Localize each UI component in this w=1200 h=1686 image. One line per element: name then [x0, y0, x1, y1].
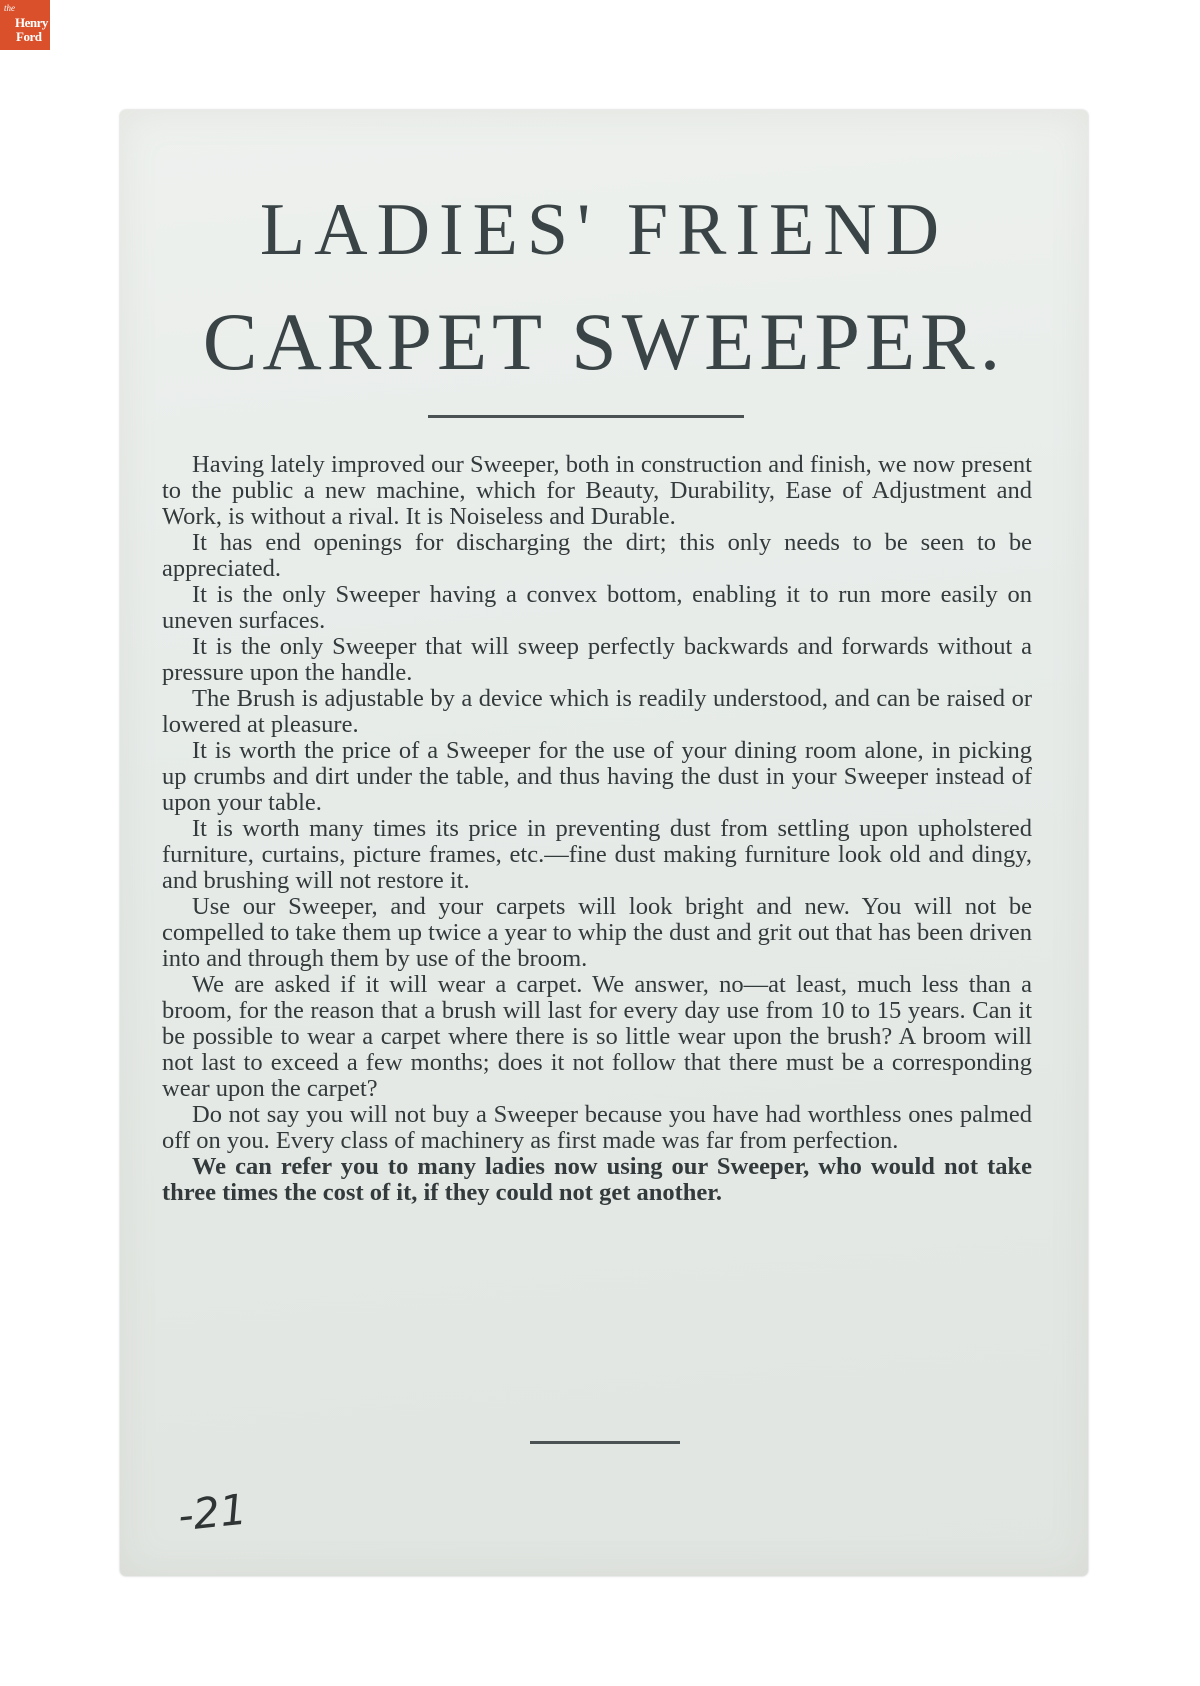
- logo-text-henry: Henry: [15, 15, 48, 30]
- advertisement-body: [162, 452, 1032, 1206]
- paragraph: It is worth many times its price in preventing dust from settling upon upholstered furniture, curtains, picture frames, etc.—fine dust making furniture look old and dingy, and brushing will not restore it.: [162, 815, 1032, 894]
- title-divider: [428, 415, 744, 418]
- paragraph: The Brush is adjustable by a device which is readily understood, and can be raised or lowered at pleasure.: [162, 685, 1032, 738]
- paragraph: Having lately improved our Sweeper, both in construction and finish, we now present to the public a new machine, which for Beauty, Durability, Ease of Adjustment and Work, is without a rival. It is Noiseless and Durable.: [162, 451, 1032, 530]
- card-title-line1: LADIES' FRIEND: [259, 189, 949, 271]
- paragraph: We can refer you to many ladies now using our Sweeper, who would not take three times the cost of it, if they could not get another.: [162, 1153, 1032, 1206]
- handwritten-note: -21: [175, 1484, 249, 1541]
- henry-ford-logo: [0, 0, 50, 50]
- paragraph: Do not say you will not buy a Sweeper because you have had worthless ones palmed off on you. Every class of machinery as first made was far from perfection.: [162, 1101, 1032, 1154]
- trade-card: [120, 110, 1088, 1576]
- paragraph: It is the only Sweeper having a convex bottom, enabling it to run more easily on uneven surfaces.: [162, 581, 1032, 634]
- paragraph: It is worth the price of a Sweeper for the use of your dining room alone, in picking up crumbs and dirt under the table, and thus having the dust in your Sweeper instead of upon your table.: [162, 737, 1032, 816]
- paragraph: Use our Sweeper, and your carpets will look bright and new. You will not be compelled to take them up twice a year to whip the dust and grit out that has been driven into and through them by use of the broom.: [162, 893, 1032, 972]
- paragraph: We are asked if it will wear a carpet. We answer, no—at least, much less than a broom, for the reason that a brush will last for every day use from 10 to 15 years. Can it be possible to wear a carpet where there is so little wear upon the brush? A broom will not last to exceed a few months; does it not follow that there must be a corresponding wear upon the carpet?: [162, 971, 1032, 1102]
- logo-text-the: the: [4, 3, 15, 13]
- closing-divider: [530, 1441, 680, 1444]
- paragraph: It has end openings for discharging the dirt; this only needs to be seen to be appreciated.: [162, 529, 1032, 582]
- paragraph: It is the only Sweeper that will sweep perfectly backwards and forwards without a pressure upon the handle.: [162, 633, 1032, 686]
- logo-text-ford: Ford: [16, 29, 42, 44]
- card-title-line2: CARPET SWEEPER.: [202, 296, 1006, 387]
